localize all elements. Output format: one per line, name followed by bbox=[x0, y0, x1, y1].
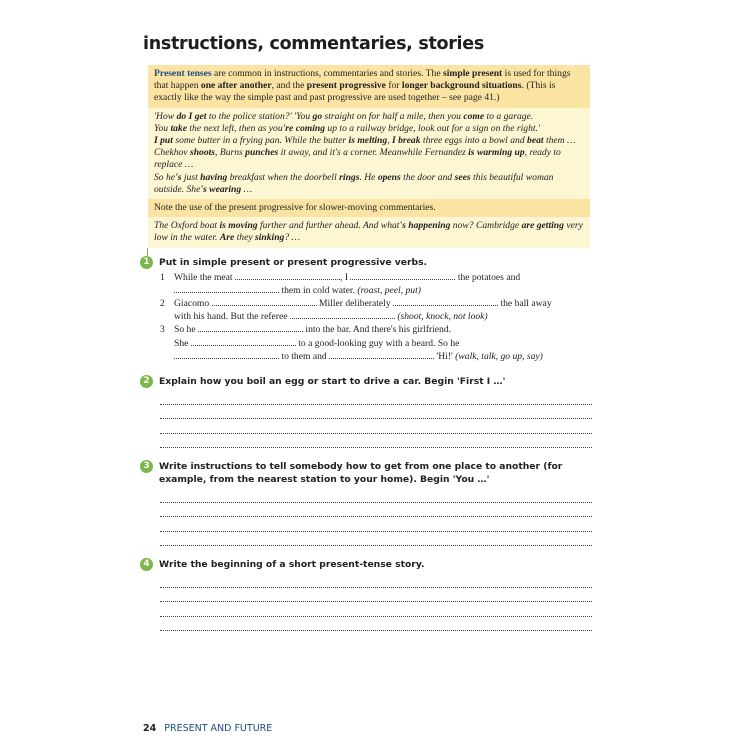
item-text: them in cold water. bbox=[281, 284, 355, 296]
emphasized-text: 's wearing bbox=[200, 183, 242, 195]
example-line bbox=[154, 135, 584, 147]
emphasized-text: one after another bbox=[200, 80, 272, 92]
text-segment: for bbox=[385, 80, 402, 92]
text-segment: 'How bbox=[154, 110, 177, 122]
example-line bbox=[154, 147, 584, 171]
emphasized-text: come bbox=[463, 110, 485, 122]
item-text: She bbox=[174, 337, 189, 349]
text-segment: The Oxford boat bbox=[154, 220, 220, 232]
emphasized-text: 's happening bbox=[399, 220, 451, 232]
note-text bbox=[148, 199, 590, 217]
answer-blank[interactable] bbox=[174, 350, 279, 359]
answer-line[interactable] bbox=[160, 532, 592, 547]
item-text: the potatoes and bbox=[457, 271, 521, 283]
item-number: 3 bbox=[160, 324, 165, 336]
page-spacer bbox=[143, 643, 590, 722]
item-text: Giacomo bbox=[174, 298, 210, 310]
answer-blank[interactable] bbox=[329, 350, 434, 359]
emphasized-text: do I get bbox=[176, 110, 207, 122]
exercise-4 bbox=[140, 558, 592, 631]
answer-line[interactable] bbox=[160, 517, 592, 532]
item-text: the ball away bbox=[500, 298, 552, 310]
text-segment: three eggs into a bowl and bbox=[420, 135, 528, 147]
commentary-example bbox=[148, 217, 590, 247]
verb-hint: (shoot, knock, not look) bbox=[397, 311, 488, 323]
answer-line[interactable] bbox=[160, 617, 592, 632]
text-segment: So he bbox=[154, 171, 176, 183]
text-segment: . (This is exactly like the way the simple past and past progressive are used together – see page 41.) bbox=[154, 80, 556, 104]
text-segment: ? … bbox=[284, 232, 301, 244]
text-segment: they bbox=[234, 232, 255, 244]
exercise-instruction: Write instructions to tell somebody how to get from one place to another (for example, from the nearest station to your home). Begin 'You …' bbox=[159, 461, 563, 486]
text-segment: , bbox=[387, 135, 392, 147]
answer-line[interactable] bbox=[160, 419, 592, 434]
text-segment: just bbox=[181, 171, 201, 183]
emphasized-text: beat bbox=[527, 135, 544, 147]
answer-line[interactable] bbox=[160, 488, 592, 503]
text-segment: , ready to replace … bbox=[154, 147, 561, 171]
text-segment: the door and bbox=[400, 171, 455, 183]
answer-blank[interactable] bbox=[212, 297, 317, 306]
text-segment: Chekhov bbox=[154, 147, 190, 159]
item-text: While the meat bbox=[174, 271, 233, 283]
text-segment: the next left, then as you bbox=[186, 122, 283, 134]
text-segment: . He bbox=[359, 171, 378, 183]
page-footer bbox=[143, 722, 590, 736]
example-line bbox=[154, 123, 584, 135]
answer-blank[interactable] bbox=[393, 297, 498, 306]
answer-blank[interactable] bbox=[350, 271, 455, 280]
answer-blank[interactable] bbox=[290, 310, 395, 319]
item-text: with his hand. But the referee bbox=[174, 311, 288, 323]
emphasized-text: is moving bbox=[219, 220, 258, 232]
emphasized-text: Present tenses bbox=[154, 68, 212, 79]
item-number: 2 bbox=[160, 298, 165, 310]
text-segment: now? Cambridge bbox=[450, 220, 522, 232]
exercise-instruction: Write the beginning of a short present-tense story. bbox=[159, 559, 425, 571]
text-segment: is used for things that happen bbox=[154, 68, 571, 92]
verb-hint: (walk, talk, go up, say) bbox=[455, 350, 543, 362]
example-line bbox=[154, 111, 584, 123]
item-text: Miller deliberately bbox=[318, 298, 391, 310]
text-segment: breakfast when the doorbell bbox=[227, 171, 340, 183]
text-segment: … bbox=[241, 183, 253, 195]
item-text: So he bbox=[174, 324, 196, 336]
emphasized-text: take bbox=[170, 122, 187, 134]
emphasized-text: opens bbox=[377, 171, 401, 183]
text-segment: further and further ahead. And what bbox=[257, 220, 400, 232]
page-number: 24 bbox=[143, 723, 157, 734]
answer-line[interactable] bbox=[160, 573, 592, 588]
item-text: to them and bbox=[281, 350, 327, 362]
example-line bbox=[154, 172, 584, 196]
exercise-number-badge: 1 bbox=[140, 256, 153, 269]
answer-line[interactable] bbox=[160, 503, 592, 518]
emphasized-text: present progressive bbox=[306, 80, 386, 92]
answer-line[interactable] bbox=[160, 588, 592, 603]
emphasized-text: is melting bbox=[348, 135, 388, 147]
answer-line[interactable] bbox=[160, 434, 592, 449]
emphasized-text: I put bbox=[154, 135, 173, 147]
text-segment: it away, and it's a corner. Meanwhile Fernandez bbox=[278, 147, 469, 159]
connector-line bbox=[147, 248, 148, 256]
examples-block bbox=[148, 108, 590, 199]
text-segment: to a garage. bbox=[484, 110, 534, 122]
emphasized-text: are getting bbox=[521, 220, 564, 232]
exercise-number-badge: 2 bbox=[140, 375, 153, 388]
emphasized-text: sinking bbox=[255, 232, 285, 244]
emphasized-text: 're coming bbox=[282, 122, 326, 134]
item-number: 1 bbox=[160, 271, 165, 283]
exercise-instruction: Explain how you boil an egg or start to drive a car. Begin 'First I …' bbox=[159, 376, 506, 388]
text-segment: straight on for half a mile, then you bbox=[322, 110, 464, 122]
page-title: instructions, commentaries, stories bbox=[143, 34, 484, 54]
text-segment: them … bbox=[543, 135, 576, 147]
answer-blank[interactable] bbox=[191, 337, 296, 346]
text-segment: Note the use of the present progressive for slower-moving commentaries. bbox=[154, 202, 436, 214]
section-name: PRESENT AND FUTURE bbox=[164, 723, 273, 734]
exercise-item bbox=[160, 323, 592, 336]
text-segment: You bbox=[154, 122, 171, 134]
answer-line[interactable] bbox=[160, 602, 592, 617]
emphasized-text: having bbox=[200, 171, 228, 183]
emphasized-text: longer background situations bbox=[401, 80, 522, 92]
text-segment: , Burns bbox=[215, 147, 246, 159]
answer-blank[interactable] bbox=[235, 271, 340, 280]
text-segment: , and the bbox=[271, 80, 307, 92]
emphasized-text: is warming up bbox=[468, 147, 525, 159]
answer-blank[interactable] bbox=[174, 284, 279, 293]
answer-line[interactable] bbox=[160, 405, 592, 420]
answer-line[interactable] bbox=[160, 390, 592, 405]
emphasized-text: simple present bbox=[443, 68, 503, 79]
exercise-1 bbox=[140, 256, 592, 363]
item-text: , I bbox=[340, 271, 349, 283]
verb-hint: (roast, peel, put) bbox=[357, 284, 421, 296]
emphasized-text: 's bbox=[175, 171, 182, 183]
emphasized-text: I break bbox=[392, 135, 421, 147]
exercise-2 bbox=[140, 375, 592, 448]
emphasized-text: punches bbox=[245, 147, 279, 159]
exercise-number-badge: 3 bbox=[140, 460, 153, 473]
text-segment: this beautiful woman outside. She bbox=[154, 171, 554, 195]
exercise-number-badge: 4 bbox=[140, 558, 153, 571]
exercise-item bbox=[160, 297, 592, 310]
text-segment: very low in the water. bbox=[154, 220, 583, 244]
text-segment: are common in instructions, commentaries and stories. The bbox=[211, 68, 443, 79]
exercise-item bbox=[160, 271, 592, 284]
emphasized-text: sees bbox=[454, 171, 471, 183]
exercise-3 bbox=[140, 460, 592, 546]
grammar-explanation-box bbox=[148, 65, 590, 248]
emphasized-text: rings bbox=[339, 171, 360, 183]
exercise-instruction: Put in simple present or present progressive verbs. bbox=[159, 256, 428, 268]
item-text: into the bar. And there's his girlfriend. bbox=[305, 324, 452, 336]
text-segment: some butter in a frying pan. While the butter bbox=[172, 135, 349, 147]
emphasized-text: Are bbox=[219, 232, 235, 244]
intro-text bbox=[148, 65, 590, 108]
text-segment: up to a railway bridge, look out for a sign on the right.' bbox=[325, 122, 540, 134]
answer-blank[interactable] bbox=[198, 323, 303, 332]
text-segment: to the police station?' 'You bbox=[206, 110, 313, 122]
item-text: 'Hi!' bbox=[436, 350, 453, 362]
emphasized-text: shoots bbox=[189, 147, 216, 159]
emphasized-text: go bbox=[312, 110, 323, 122]
item-text: to a good-looking guy with a beard. So he bbox=[298, 337, 460, 349]
